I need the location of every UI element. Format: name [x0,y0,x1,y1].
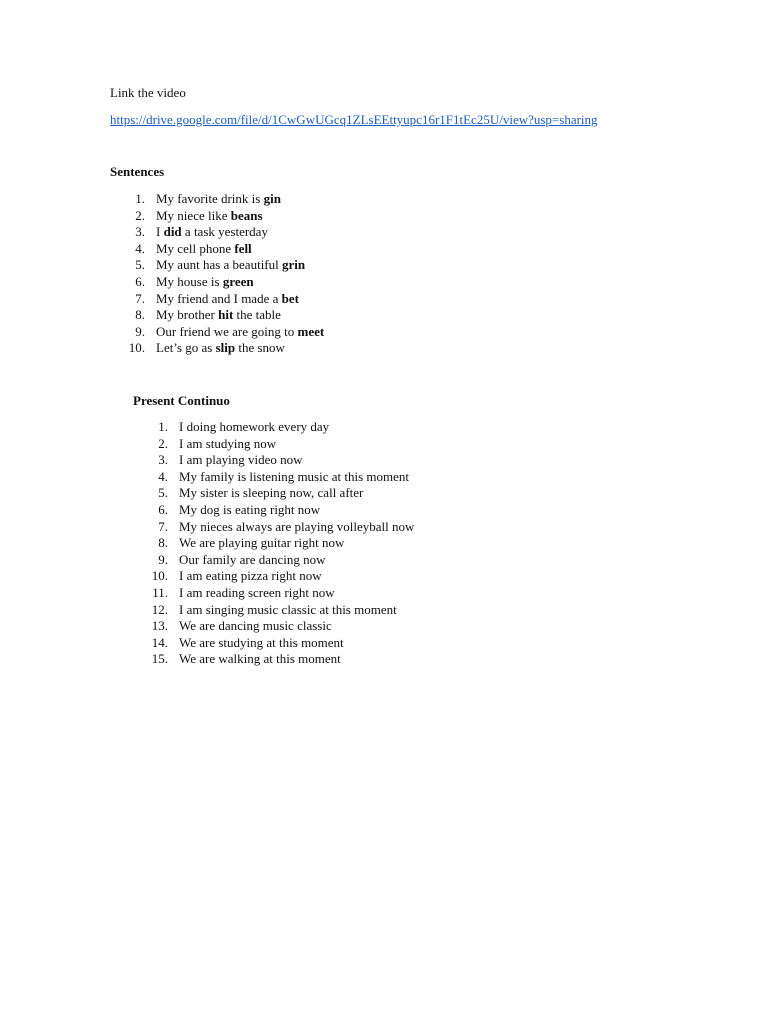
list-item-text: We are walking at this moment [179,651,341,667]
list-number: 9. [135,323,145,339]
list-number: 14. [151,634,168,650]
list-number: 10. [151,568,168,584]
sentence-text: Let’s go as [156,340,216,356]
list-number: 1. [135,191,145,206]
list-item-text: I am playing video now [179,452,303,468]
sentence-text: I [156,224,164,240]
sentence-text: Our friend we are going to [156,323,298,339]
sentences-heading: Sentences [110,164,165,179]
list-item-text: I doing homework every day [179,419,330,434]
sentence-text: My niece like [156,207,231,223]
list-number: 9. [158,551,168,567]
sentence-text: the table [233,307,281,323]
list-number: 7. [135,290,145,306]
bold-word: fell [234,240,252,256]
sentence-text: My brother [156,307,219,323]
sentence-text: My aunt has a beautiful [156,257,282,273]
list-number: 12. [151,601,168,617]
sentence-text: a task yesterday [181,224,268,240]
list-number: 8. [135,307,145,323]
present-continuo-heading: Present Continuo [133,393,230,408]
list-number: 5. [135,257,145,273]
bold-word: beans [230,207,263,223]
list-number: 7. [158,518,168,534]
list-number: 8. [158,535,168,551]
video-link[interactable]: https://drive.google.com/file/d/1CwGwUGcq1ZLsEEttyupc16r1F1tEc25U/view?usp=sharing [110,112,598,127]
bold-word: bet [281,290,299,306]
list-item-text: I am singing music classic at this moment [179,601,397,617]
bold-word: meet [297,323,325,339]
bold-word: slip [215,340,236,356]
link-label: Link the video [110,85,186,100]
list-item-text: We are playing guitar right now [179,535,345,551]
list-item-text: We are studying at this moment [179,634,344,650]
list-item-text: We are dancing music classic [179,618,332,634]
sentence-text: My cell phone [156,240,235,256]
bold-word: green [222,273,254,289]
list-item-text: My family is listening music at this moment [179,468,410,484]
bold-word: gin [263,191,281,206]
list-number: 3. [158,452,168,468]
bold-word: grin [282,257,306,273]
list-item-text: My sister is sleeping now, call after [179,485,364,501]
list-number: 1. [158,419,168,434]
list-number: 6. [135,273,145,289]
list-number: 5. [158,485,168,501]
list-number: 3. [135,224,145,240]
sentence-text: the snow [235,340,285,356]
list-item-text: I am reading screen right now [179,584,335,600]
sentence-text: My friend and I made a [156,290,282,306]
list-number: 6. [158,501,168,517]
list-number: 2. [158,435,168,451]
list-number: 4. [135,240,145,256]
bold-word: did [163,224,182,240]
list-item-text: I am studying now [179,435,277,451]
sentence-text: My house is [156,273,223,289]
list-number: 4. [158,468,168,484]
list-number: 11. [152,584,168,600]
list-number: 10. [128,340,145,356]
list-item-text: Our family are dancing now [179,551,326,567]
list-number: 2. [135,207,145,223]
sentence-text: My favorite drink is [156,191,264,206]
bold-word: hit [218,307,234,323]
list-number: 15. [151,651,168,667]
list-item-text: I am eating pizza right now [179,568,322,584]
list-item-text: My nieces always are playing volleyball now [179,518,415,534]
list-item-text: My dog is eating right now [179,501,321,517]
list-number: 13. [151,618,168,634]
